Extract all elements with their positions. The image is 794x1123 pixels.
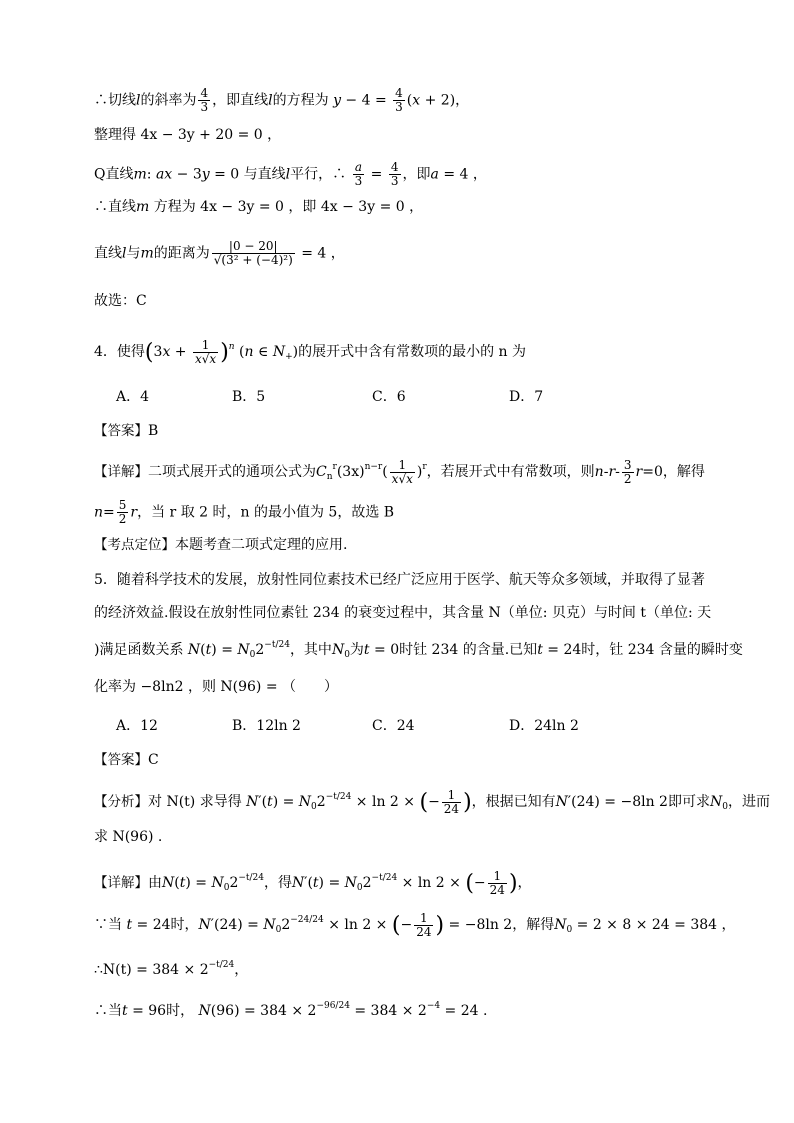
q4-exam-point: 【考点定位】本题考查二项式定理的应用. <box>94 537 348 553</box>
q5-option-d: D．24ln 2 <box>509 718 579 734</box>
q4-option-d: D．7 <box>509 389 544 405</box>
solution-line-distance: 直线l与m的距离为 $\frac{|0 - 20|}{\text{√(3² + (−4)²)}}$ = 4 ， <box>94 239 345 267</box>
solution-line-parallel: Q直线m: ax − 3y = 0 与直线l平行，∴ $\frac{a}{3}$ = $\frac{4}{3}$ ，即a = 4 ， <box>94 160 487 188</box>
solution-line-simplify: 整理得 4x − 3y + 20 = 0 ， <box>94 127 282 143</box>
solution-conclusion: 故选：C <box>94 293 147 309</box>
solution-line-equation-m: ∴直线m 方程为 4x − 3y = 0 ，即 4x − 3y = 0 ， <box>94 199 424 215</box>
q5-analysis-line2: 求 N(96) . <box>94 829 163 845</box>
question-5-stem-line1: 5．随着科学技术的发展，放射性同位素技术已经广泛应用于医学、航天等众多领域，并取得了显著 <box>94 572 705 588</box>
question-5-stem-line4: 化率为 −8ln2 ，则 N(96) = （ ） <box>94 679 339 695</box>
q4-option-c: C．6 <box>372 389 406 405</box>
q5-detail-line2: ∵当 t = 24时，$N'(24) = N_02^{-24/24} \times \ln 2$ × (− $\frac{1}{24}$ ) = −8ln 2，解得$N_0 = 2 \times 8 \times 24 = 384$ ， <box>94 910 736 939</box>
q5-option-c: C．24 <box>372 718 415 734</box>
q5-answer: 【答案】C <box>94 752 159 768</box>
solution-line-slope: ∴切线l的斜率为 $\frac{4}{3}$ ，即直线l的方程为 y − 4 = $\frac{4}{3}$ (x + 2)， <box>94 86 470 114</box>
question-4-stem: 4．使得(3x + $\frac{1}{x√x}$ )$^n$ (n ∈ $N_+$)的展开式中含有常数项的最小的 n 为 <box>94 337 526 366</box>
q4-option-b: B．5 <box>232 389 266 405</box>
q5-analysis-line1: 【分析】对 N(t) 求导得 $N'(t) = N_02^{-t/24} \times \ln 2$ × (− $\frac{1}{24}$ )，根据已知有N′(24) = −8ln 2即可求$N_0$，进而 <box>94 787 770 816</box>
q4-option-a: A．4 <box>116 389 150 405</box>
q5-detail-line1: 【详解】由$N(t) = N_02^{-t/24}$，得$N'(t) = N_02^{-t/24} \times \ln 2$ × (− $\frac{1}{24}$ )， <box>94 868 532 897</box>
q5-detail-line4: ∴当t = 96时， $N(96) = 384 \times 2^{-96/24} = 384 \times 2^{-4} = 24$ . <box>94 1001 488 1019</box>
q5-option-b: B．12ln 2 <box>232 718 301 734</box>
q4-detail-line2: n= $\frac{5}{2}$ r，当 r 取 2 时，n 的最小值为 5，故选 B <box>94 498 395 526</box>
question-5-stem-line2: 的经济效益.假设在放射性同位素钍 234 的衰变过程中，其含量 N（单位: 贝克）与时间 t（单位: 天 <box>94 605 712 621</box>
q5-option-a: A．12 <box>116 718 158 734</box>
question-5-stem-line3: )满足函数关系 $N(t) = N_02^{-t/24}$，其中$N_0$为t = 0时钍 234 的含量.已知t = 24时，钍 234 含量的瞬时变 <box>94 640 743 660</box>
q4-answer: 【答案】B <box>94 423 159 439</box>
q4-detail-line1: 【详解】二项式展开式的通项公式为$C_n^r(3x)^{n-r}$( $\frac{1}{x√x}$ )$^r$，若展开式中有常数项，则n-r- $\frac{3}{2}$ r=0，解得 <box>94 457 705 486</box>
q5-detail-line3: ∴N(t) = $384 \times 2^{-t/24}$， <box>94 960 249 978</box>
